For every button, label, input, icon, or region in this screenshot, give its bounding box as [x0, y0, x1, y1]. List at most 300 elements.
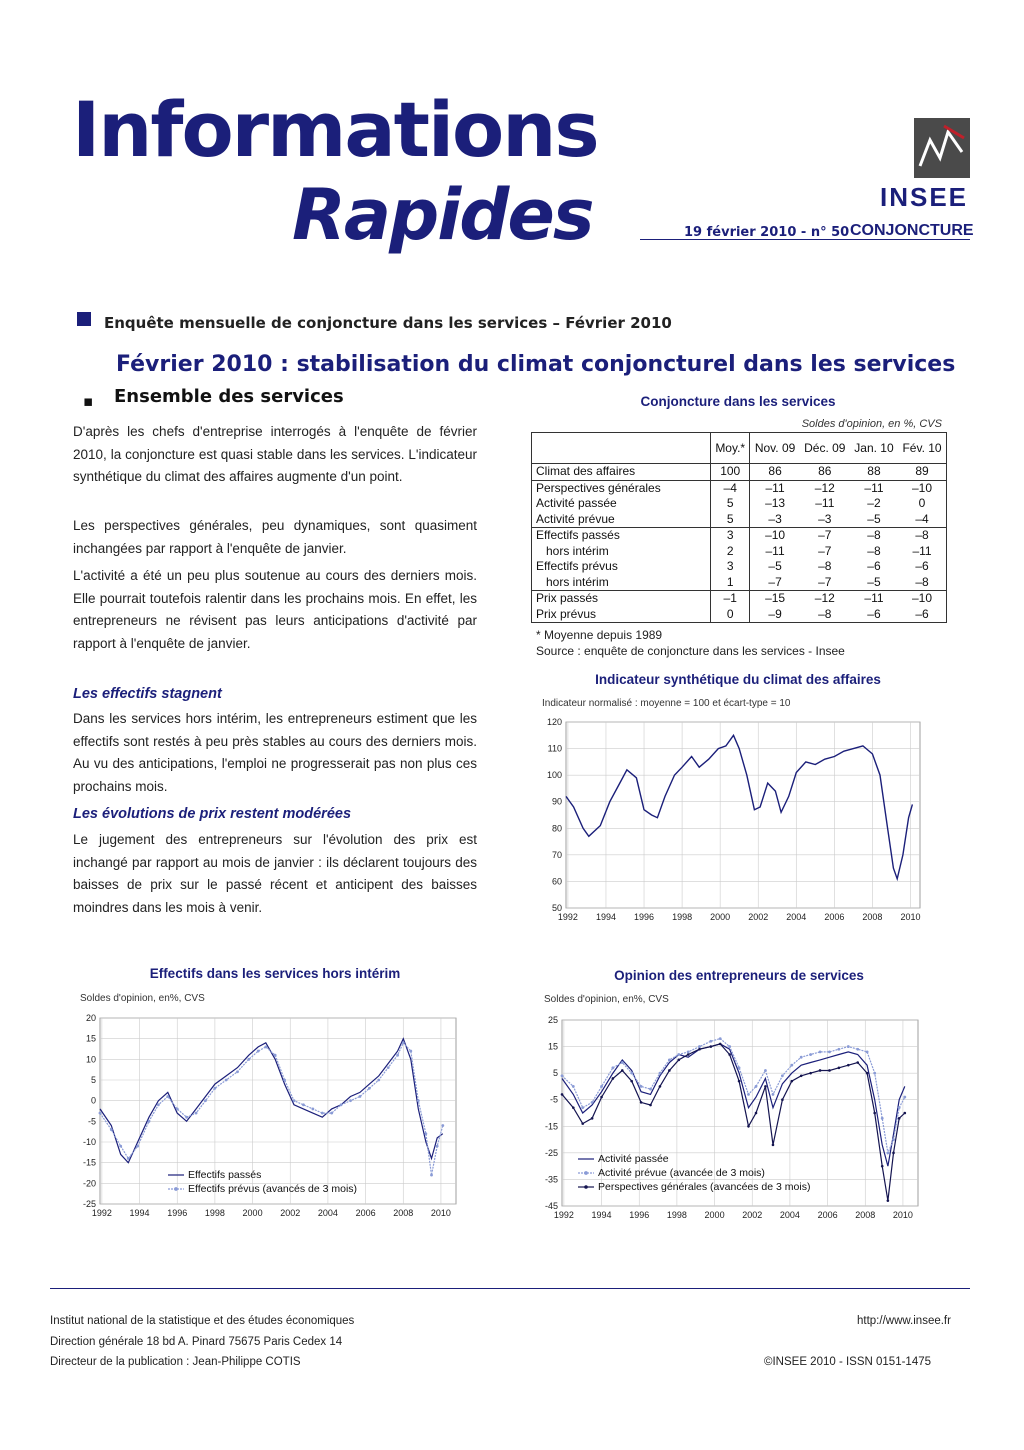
data-point — [621, 1061, 624, 1064]
table-row — [532, 591, 947, 607]
data-point — [611, 1066, 614, 1069]
y-tick-label: 80 — [551, 823, 562, 834]
table-cell: –6 — [867, 559, 881, 573]
data-point — [719, 1043, 722, 1046]
table-cell: –3 — [750, 512, 800, 528]
table-cell: –4 — [711, 480, 750, 496]
data-point — [274, 1054, 277, 1057]
masthead-title-line2: Rapides — [292, 174, 593, 256]
data-point — [157, 1103, 160, 1106]
data-point — [591, 1117, 594, 1120]
data-point — [781, 1098, 784, 1101]
y-tick-label: 90 — [551, 796, 562, 807]
table-cell: 2 — [711, 544, 750, 560]
data-point — [330, 1112, 333, 1115]
table-cell: 86 — [800, 464, 850, 481]
table-cell: Activité passée — [536, 496, 617, 510]
data-point — [110, 1128, 113, 1131]
data-point — [247, 1058, 250, 1061]
table-cell: –11 — [750, 544, 800, 560]
x-tick-label: 2002 — [742, 1210, 763, 1220]
table-cell: hors intérim — [546, 543, 609, 558]
data-point — [368, 1087, 371, 1090]
table-cell: 3 — [711, 559, 750, 575]
data-point — [349, 1099, 352, 1102]
table-row — [532, 607, 947, 623]
y-tick-label: 20 — [85, 1013, 96, 1023]
data-point — [572, 1085, 575, 1088]
table-cell: –10 — [750, 528, 800, 544]
table-row — [532, 480, 947, 496]
y-tick-label: -15 — [82, 1157, 96, 1168]
data-point — [402, 1041, 405, 1044]
table-cell: –11 — [864, 480, 884, 495]
data-point — [136, 1145, 139, 1148]
y-tick-label: 5 — [90, 1075, 96, 1085]
data-point — [755, 1112, 758, 1115]
data-point — [195, 1112, 198, 1115]
paragraph-prix: Le jugement des entrepreneurs sur l'évolution des prix est inchangé par rapport au mois de janvier : ils déclarent toujours des baisses de prix sur le passé récent et anticipent des baisses moindres dans les mois à venir. — [73, 832, 477, 915]
data-point — [417, 1099, 420, 1102]
table-cell: 88 — [850, 464, 898, 481]
data-point — [436, 1145, 439, 1148]
data-point — [738, 1066, 741, 1069]
insee-wordmark: INSEE — [880, 182, 969, 212]
legend-label: Effectifs passés — [188, 1169, 262, 1181]
data-point — [185, 1116, 188, 1119]
data-point — [677, 1053, 680, 1056]
data-point — [236, 1070, 239, 1073]
table-cell: –12 — [814, 591, 835, 605]
data-point — [873, 1112, 876, 1115]
chart-effectifs — [68, 1008, 464, 1230]
bullet-square-icon — [77, 312, 91, 326]
data-point — [903, 1096, 906, 1099]
data-point — [764, 1085, 767, 1088]
paragraph-2: Les perspectives générales, peu dynamiques, sont quasiment inchangées par rapport à l'enquête de janvier. — [73, 518, 477, 556]
data-point — [887, 1199, 890, 1202]
table-unit: Soldes d'opinion, en %, CVS — [801, 418, 942, 430]
table-header-cell: Nov. 09 — [750, 433, 800, 464]
footer-org: Institut national de la statistique et des études économiques — [50, 1315, 355, 1327]
legend-label: Perspectives générales (avancées de 3 mois) — [598, 1181, 811, 1193]
x-tick-label: 1994 — [129, 1208, 150, 1218]
data-point — [311, 1108, 314, 1111]
data-point — [764, 1069, 767, 1072]
data-point — [677, 1059, 680, 1062]
table-cell: –2 — [867, 496, 881, 510]
data-point — [396, 1054, 399, 1057]
data-point — [709, 1040, 712, 1043]
data-point — [898, 1117, 901, 1120]
series-line — [566, 735, 912, 879]
table-cell: Perspectives générales — [536, 480, 661, 495]
x-tick-label: 2006 — [817, 1210, 838, 1220]
data-point — [283, 1079, 286, 1082]
footer-copyright: ©INSEE 2010 - ISSN 0151-1475 — [764, 1356, 932, 1368]
data-point — [800, 1075, 803, 1078]
x-tick-label: 2002 — [748, 912, 769, 922]
y-tick-label: -5 — [87, 1116, 96, 1127]
data-point — [738, 1080, 741, 1083]
x-tick-label: 2004 — [317, 1208, 338, 1218]
x-tick-label: 1992 — [91, 1208, 112, 1218]
y-tick-label: -10 — [82, 1137, 96, 1147]
data-point — [293, 1099, 296, 1102]
table-cell: –5 — [850, 575, 898, 591]
table-note: * Moyenne depuis 1989 — [536, 628, 663, 642]
table-title: Conjoncture dans les services — [640, 394, 836, 409]
table-cell: 1 — [711, 575, 750, 591]
survey-title: Enquête mensuelle de conjoncture dans les services – Février 2010 — [104, 314, 672, 332]
table-cell: –11 — [815, 496, 835, 510]
table-cell: –9 — [750, 607, 800, 623]
data-point — [668, 1058, 671, 1061]
data-point — [600, 1085, 603, 1088]
table-cell: 0 — [711, 607, 750, 623]
data-point — [561, 1093, 564, 1096]
y-tick-label: 15 — [547, 1041, 558, 1052]
data-point — [424, 1132, 427, 1135]
table-cell: –8 — [915, 528, 929, 542]
table-cell: 0 — [918, 496, 926, 510]
table-cell: 89 — [898, 464, 946, 481]
table-cell: –7 — [818, 528, 832, 542]
x-tick-label: 1996 — [167, 1208, 188, 1218]
table-cell: –5 — [750, 559, 800, 575]
insee-logo-icon — [914, 118, 970, 178]
table-cell: –10 — [912, 591, 933, 605]
table-cell: Prix passés — [536, 591, 599, 605]
table-row — [532, 512, 947, 528]
legend-marker — [584, 1171, 588, 1175]
chart-effectifs-subtitle: Soldes d'opinion, en%, CVS — [80, 993, 205, 1004]
data-point — [892, 1152, 895, 1155]
x-tick-label: 2002 — [280, 1208, 301, 1218]
data-point — [649, 1088, 652, 1091]
x-tick-label: 2000 — [704, 1210, 725, 1220]
table-source: Source : enquête de conjoncture dans les services - Insee — [536, 644, 845, 658]
data-point — [800, 1056, 803, 1059]
legend-label: Activité prévue (avancée de 3 mois) — [598, 1167, 765, 1179]
data-point — [710, 1045, 713, 1048]
data-point — [687, 1050, 690, 1053]
y-tick-label: 50 — [551, 903, 562, 913]
table-cell: –12 — [814, 480, 835, 495]
data-point — [819, 1069, 822, 1072]
y-tick-label: 5 — [552, 1068, 558, 1079]
table-header-cell: Fév. 10 — [898, 433, 946, 464]
section-title: Ensemble des services — [114, 386, 344, 407]
data-point — [581, 1122, 584, 1125]
chart-climat — [530, 712, 930, 934]
y-tick-label: 60 — [551, 876, 562, 887]
y-tick-label: 0 — [90, 1095, 96, 1106]
chart-climat-subtitle: Indicateur normalisé : moyenne = 100 et écart-type = 10 — [542, 698, 791, 709]
table-cell: –5 — [850, 512, 898, 528]
x-tick-label: 1996 — [634, 912, 655, 922]
y-tick-label: 25 — [547, 1015, 558, 1025]
table-header-row — [532, 433, 947, 464]
table-cell: 5 — [711, 496, 750, 512]
data-point — [728, 1053, 731, 1056]
category-label: CONJONCTURE — [850, 222, 974, 239]
masthead-title-line1: Informations — [72, 85, 598, 174]
data-point — [119, 1145, 122, 1148]
table-cell: –6 — [867, 606, 881, 621]
data-point — [856, 1061, 859, 1064]
data-point — [409, 1050, 412, 1053]
y-tick-label: 15 — [85, 1033, 96, 1044]
data-point — [698, 1045, 701, 1048]
data-point — [640, 1101, 643, 1104]
series-line — [562, 1039, 905, 1153]
headline: Février 2010 : stabilisation du climat conjoncturel dans les services — [116, 352, 956, 377]
y-tick-label: 70 — [551, 849, 562, 860]
table-row — [532, 544, 947, 560]
data-point — [668, 1069, 671, 1072]
y-tick-label: -15 — [544, 1121, 558, 1132]
data-point — [581, 1106, 584, 1109]
data-point — [898, 1106, 901, 1109]
table-header-cell: Déc. 09 — [800, 433, 850, 464]
data-point — [377, 1079, 380, 1082]
chart-climat-title: Indicateur synthétique du climat des affaires — [595, 672, 881, 687]
data-point — [873, 1072, 876, 1075]
data-point — [847, 1064, 850, 1067]
x-tick-label: 1994 — [591, 1210, 612, 1220]
table-cell: –3 — [800, 512, 850, 528]
legend-label: Effectifs prévus (avancés de 3 mois) — [188, 1183, 358, 1195]
data-point — [886, 1151, 889, 1154]
data-point — [659, 1072, 662, 1075]
table-cell: 3 — [711, 528, 750, 544]
table-cell: –1 — [711, 591, 750, 607]
data-point — [828, 1069, 831, 1072]
table-cell: Prix prévus — [536, 606, 597, 621]
series-line — [100, 1043, 443, 1175]
data-point — [640, 1085, 643, 1088]
paragraph-3: L'activité a été un peu plus soutenue au cours des derniers mois. Elle pourrait toutefois ralentir dans les prochains mois. En effet, les entrepreneurs ne révisent pas leurs anticipations d'activité par rapport à l'enquête de janvier. — [73, 568, 477, 651]
data-point — [866, 1072, 869, 1075]
y-tick-label: -20 — [82, 1178, 96, 1189]
table-header-cell: Jan. 10 — [850, 433, 898, 464]
footer-address: Direction générale 18 bd A. Pinard 75675 Paris Cedex 14 — [50, 1336, 343, 1348]
table-cell: –6 — [915, 606, 929, 621]
table-header-cell — [532, 433, 711, 464]
data-point — [572, 1106, 575, 1109]
data-point — [387, 1066, 390, 1069]
data-point — [612, 1077, 615, 1080]
table-cell: –8 — [867, 543, 881, 558]
x-tick-label: 1998 — [672, 912, 693, 922]
footer-rule — [50, 1288, 970, 1289]
footer-url[interactable]: http://www.insee.fr — [857, 1315, 951, 1327]
data-point — [809, 1072, 812, 1075]
data-point — [772, 1144, 775, 1147]
table-cell: –8 — [818, 606, 832, 621]
data-point — [781, 1074, 784, 1077]
data-point — [809, 1053, 812, 1056]
x-tick-label: 1998 — [666, 1210, 687, 1220]
y-tick-label: -25 — [544, 1147, 558, 1158]
table-cell: Effectifs passés — [536, 528, 620, 542]
data-point — [728, 1045, 731, 1048]
data-point — [630, 1072, 633, 1075]
x-tick-label: 2004 — [786, 912, 807, 922]
data-point — [659, 1085, 662, 1088]
table-cell: 100 — [711, 464, 750, 481]
x-tick-label: 1996 — [629, 1210, 650, 1220]
table-row — [532, 464, 947, 481]
data-point — [591, 1101, 594, 1104]
data-point — [630, 1080, 633, 1083]
conjoncture-table — [531, 432, 947, 623]
paragraph-1: D'après les chefs d'entreprise interrogés à l'enquête de février 2010, la conjoncture est quasi stable dans les services. L'indicateur synthétique du climat des affaires augmente d'un point. — [73, 424, 477, 484]
data-point — [225, 1079, 228, 1082]
paragraph-effectifs: Dans les services hors intérim, les entrepreneurs estiment que les effectifs sont restés à peu près stables au cours des derniers mois. Au vu des anticipations, l'emploi ne progresserait pas non plus ces prochains mois. — [73, 711, 477, 794]
y-tick-label: -25 — [82, 1199, 96, 1209]
data-point — [649, 1104, 652, 1107]
data-point — [747, 1125, 750, 1128]
data-point — [698, 1048, 701, 1051]
chart-opinion-subtitle: Soldes d'opinion, en%, CVS — [544, 994, 669, 1005]
x-tick-label: 1994 — [595, 912, 616, 922]
data-point — [302, 1103, 305, 1106]
data-point — [828, 1050, 831, 1053]
data-point — [127, 1157, 130, 1160]
data-point — [856, 1048, 859, 1051]
x-tick-label: 1992 — [553, 1210, 574, 1220]
table-cell: Activité prévue — [532, 512, 711, 528]
subheading-prix: Les évolutions de prix restent modérées — [73, 806, 352, 822]
x-tick-label: 2004 — [779, 1210, 800, 1220]
table-cell: –8 — [818, 559, 832, 573]
data-point — [340, 1103, 343, 1106]
data-point — [837, 1048, 840, 1051]
x-tick-label: 1992 — [557, 912, 578, 922]
x-tick-label: 2010 — [430, 1208, 451, 1218]
plot-area — [100, 1018, 456, 1204]
data-point — [881, 1117, 884, 1120]
data-point — [772, 1093, 775, 1096]
data-point — [790, 1064, 793, 1067]
table-cell: –13 — [750, 496, 800, 512]
table-cell: –10 — [912, 480, 933, 495]
data-point — [441, 1124, 444, 1127]
chart-opinion-title: Opinion des entrepreneurs de services — [614, 968, 864, 983]
data-point — [204, 1099, 207, 1102]
subheading-effectifs: Les effectifs stagnent — [73, 686, 222, 702]
data-point — [719, 1037, 722, 1040]
x-tick-label: 1998 — [204, 1208, 225, 1218]
data-point — [866, 1050, 869, 1053]
table-cell: –11 — [864, 591, 884, 605]
data-point — [176, 1108, 179, 1111]
table-cell: –7 — [800, 575, 850, 591]
data-point — [257, 1050, 260, 1053]
table-cell: –11 — [750, 480, 800, 496]
data-point — [747, 1093, 750, 1096]
data-point — [755, 1085, 758, 1088]
legend-label: Activité passée — [598, 1153, 669, 1165]
x-tick-label: 2000 — [710, 912, 731, 922]
table-cell: –15 — [750, 591, 800, 607]
table-row — [532, 496, 947, 512]
bullet-icon: ▪ — [83, 392, 94, 410]
table-cell: Climat des affaires — [532, 464, 711, 481]
x-tick-label: 2000 — [242, 1208, 263, 1218]
data-point — [838, 1067, 841, 1070]
data-point — [621, 1069, 624, 1072]
data-point — [264, 1046, 267, 1049]
data-point — [430, 1174, 433, 1177]
data-point — [892, 1138, 895, 1141]
table-cell: hors intérim — [532, 575, 711, 591]
table-cell: –4 — [898, 512, 946, 528]
table-cell: 5 — [711, 512, 750, 528]
x-tick-label: 2008 — [855, 1210, 876, 1220]
table-cell: –8 — [898, 575, 946, 591]
data-point — [166, 1095, 169, 1098]
chart-opinion — [530, 1010, 926, 1232]
y-tick-label: 100 — [546, 770, 562, 781]
data-point — [687, 1053, 690, 1056]
x-tick-label: 2008 — [862, 912, 883, 922]
x-tick-label: 2008 — [393, 1208, 414, 1218]
y-tick-label: 110 — [547, 743, 562, 754]
data-point — [904, 1112, 907, 1115]
issue-date: 19 février 2010 - n° 50 — [684, 225, 850, 240]
x-tick-label: 2006 — [824, 912, 845, 922]
data-point — [881, 1165, 884, 1168]
table-row — [532, 559, 947, 575]
table-cell: –8 — [867, 528, 881, 542]
data-point — [321, 1112, 324, 1115]
series-line — [562, 1044, 905, 1166]
data-point — [847, 1045, 850, 1048]
data-point — [600, 1096, 603, 1099]
y-tick-label: 10 — [85, 1054, 96, 1065]
data-point — [359, 1095, 362, 1098]
table-row — [532, 528, 947, 544]
legend-marker — [174, 1187, 178, 1191]
y-tick-label: -5 — [549, 1094, 558, 1105]
data-point — [99, 1112, 102, 1115]
chart-effectifs-title: Effectifs dans les services hors intérim — [149, 966, 401, 981]
table-cell: –11 — [912, 543, 932, 558]
y-tick-label: 120 — [546, 717, 562, 727]
table-cell: –6 — [915, 559, 929, 573]
data-point — [148, 1120, 151, 1123]
x-tick-label: 2010 — [900, 912, 921, 922]
data-point — [819, 1050, 822, 1053]
table-cell: Effectifs prévus — [536, 559, 618, 573]
y-tick-label: -35 — [544, 1174, 558, 1185]
footer-director: Directeur de la publication : Jean-Philippe COTIS — [50, 1356, 301, 1368]
table-cell: –7 — [750, 575, 800, 591]
data-point — [790, 1080, 793, 1083]
data-point — [213, 1087, 216, 1090]
legend-marker — [584, 1185, 588, 1189]
x-tick-label: 2006 — [355, 1208, 376, 1218]
y-tick-label: -45 — [544, 1201, 558, 1211]
table-row — [532, 575, 947, 591]
data-point — [561, 1074, 564, 1077]
table-cell: 86 — [750, 464, 800, 481]
table-header-cell: Moy.* — [711, 433, 750, 464]
table-cell: –7 — [818, 543, 832, 558]
